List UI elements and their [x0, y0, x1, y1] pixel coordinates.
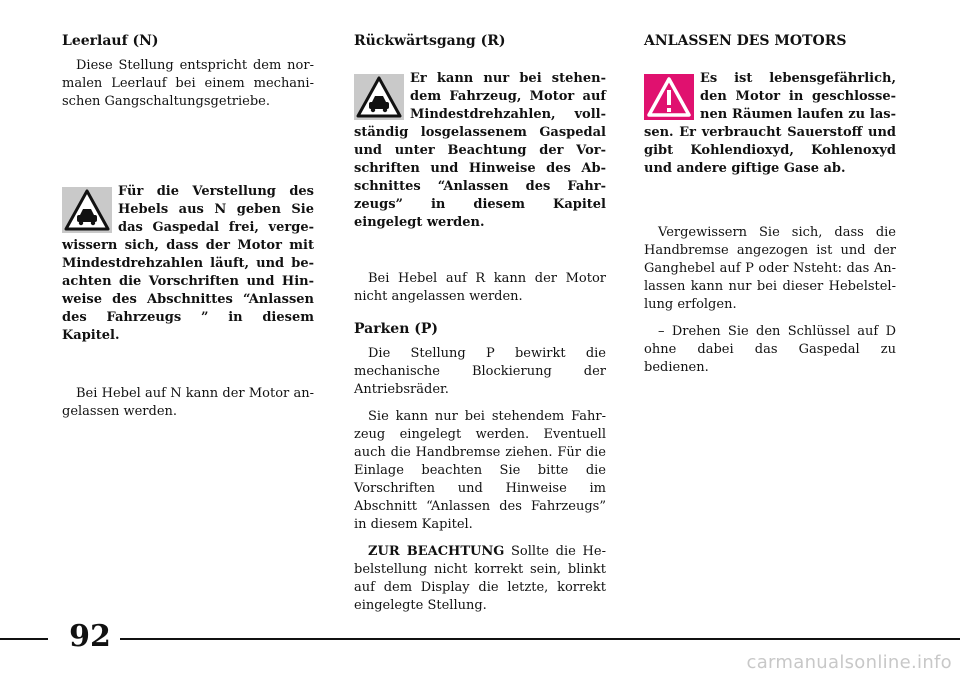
footer-rule-left — [0, 638, 48, 640]
heading-anlassen: ANLASSEN DES MOTORS — [644, 33, 847, 49]
paragraph-anlassen-1: Vergewissern Sie sich, dass die Handbremse angezogen ist und der Ganghebel auf P oder Nsteht: das Anlassen kann nur bei dieser Hebelstellung erfolgen. — [644, 225, 896, 312]
warning-text-danger: Es ist lebensgefährlich, den Motor in geschlossenen Räumen laufen zu lassen. Er verbraucht Sauerstoff und gibt Kohlendioxyd, Kohlenoxyd und andere giftige Gase ab. — [644, 71, 896, 176]
warning-box-danger — [644, 70, 896, 178]
heading-parken: Parken (P) — [354, 321, 439, 337]
paragraph-rueckwaertsgang: Bei Hebel auf R kann der Motor nicht angelassen werden. — [354, 271, 606, 304]
warning-text-leerlauf: Für die Verstellung des Hebels aus N geben Sie das Gaspedal frei, vergewissern sich, dass der Motor mit Mindestdrehzahlen läuft, und beachten die Vorschriften und Hinweise des Abschnittes “Anlassen des Fahrzeugs ” in diesem Kapitel. — [62, 184, 314, 343]
paragraph-parken-2: Sie kann nur bei stehendem Fahrzeug eingelegt werden. Eventuell auch die Handbremse ziehen. Für die Einlage beachten Sie bitte die Vorschriften und Hinweise im Abschnitt “Anlassen des Fahrzeugs” in diesem Kapitel. — [354, 409, 606, 532]
note-text: Sollte die Hebelstellung nicht korrekt sein, blinkt auf dem Display die letzte, korrekt eingelegte Stellung. — [354, 544, 606, 613]
heading-rueckwaertsgang: Rückwärtsgang (R) — [354, 33, 506, 49]
column-middle — [354, 32, 606, 624]
paragraph-leerlauf: Diese Stellung entspricht dem normalen Leerlauf bei einem mechanischen Gangschaltungsgetriebe. — [62, 58, 314, 109]
paragraph-leerlauf-start: Bei Hebel auf N kann der Motor angelassen werden. — [62, 386, 314, 419]
page-number: 92 — [69, 619, 111, 654]
paragraph-anlassen-2: – Drehen Sie den Schlüssel auf D ohne dabei das Gaspedal zu bedienen. — [644, 324, 896, 375]
column-right — [644, 32, 896, 386]
exclamation-warning-icon — [644, 74, 694, 120]
watermark-text: carmanualsonline.info — [746, 652, 952, 673]
heading-leerlauf: Leerlauf (N) — [62, 33, 159, 49]
paragraph-parken-1: Die Stellung P bewirkt die mechanische Blockierung der Antriebsräder. — [354, 346, 606, 397]
warning-text-rueckwaertsgang: Er kann nur bei stehendem Fahrzeug, Motor auf Mindestdrehzahlen, vollständig losgelassenem Gaspedal und unter Beachtung der Vorschriften und Hinweise des Abschnittes “Anlassen des Fahrzeugs” in diesem Kapitel eingelegt werden. — [354, 71, 606, 230]
paragraph-note — [354, 543, 606, 615]
car-warning-icon — [354, 74, 404, 120]
column-left — [62, 32, 314, 430]
warning-box-leerlauf — [62, 183, 314, 345]
note-label: ZUR BEACHTUNG — [368, 544, 505, 559]
footer-rule-right — [120, 638, 960, 640]
warning-box-rueckwaertsgang — [354, 70, 606, 232]
car-warning-icon — [62, 187, 112, 233]
